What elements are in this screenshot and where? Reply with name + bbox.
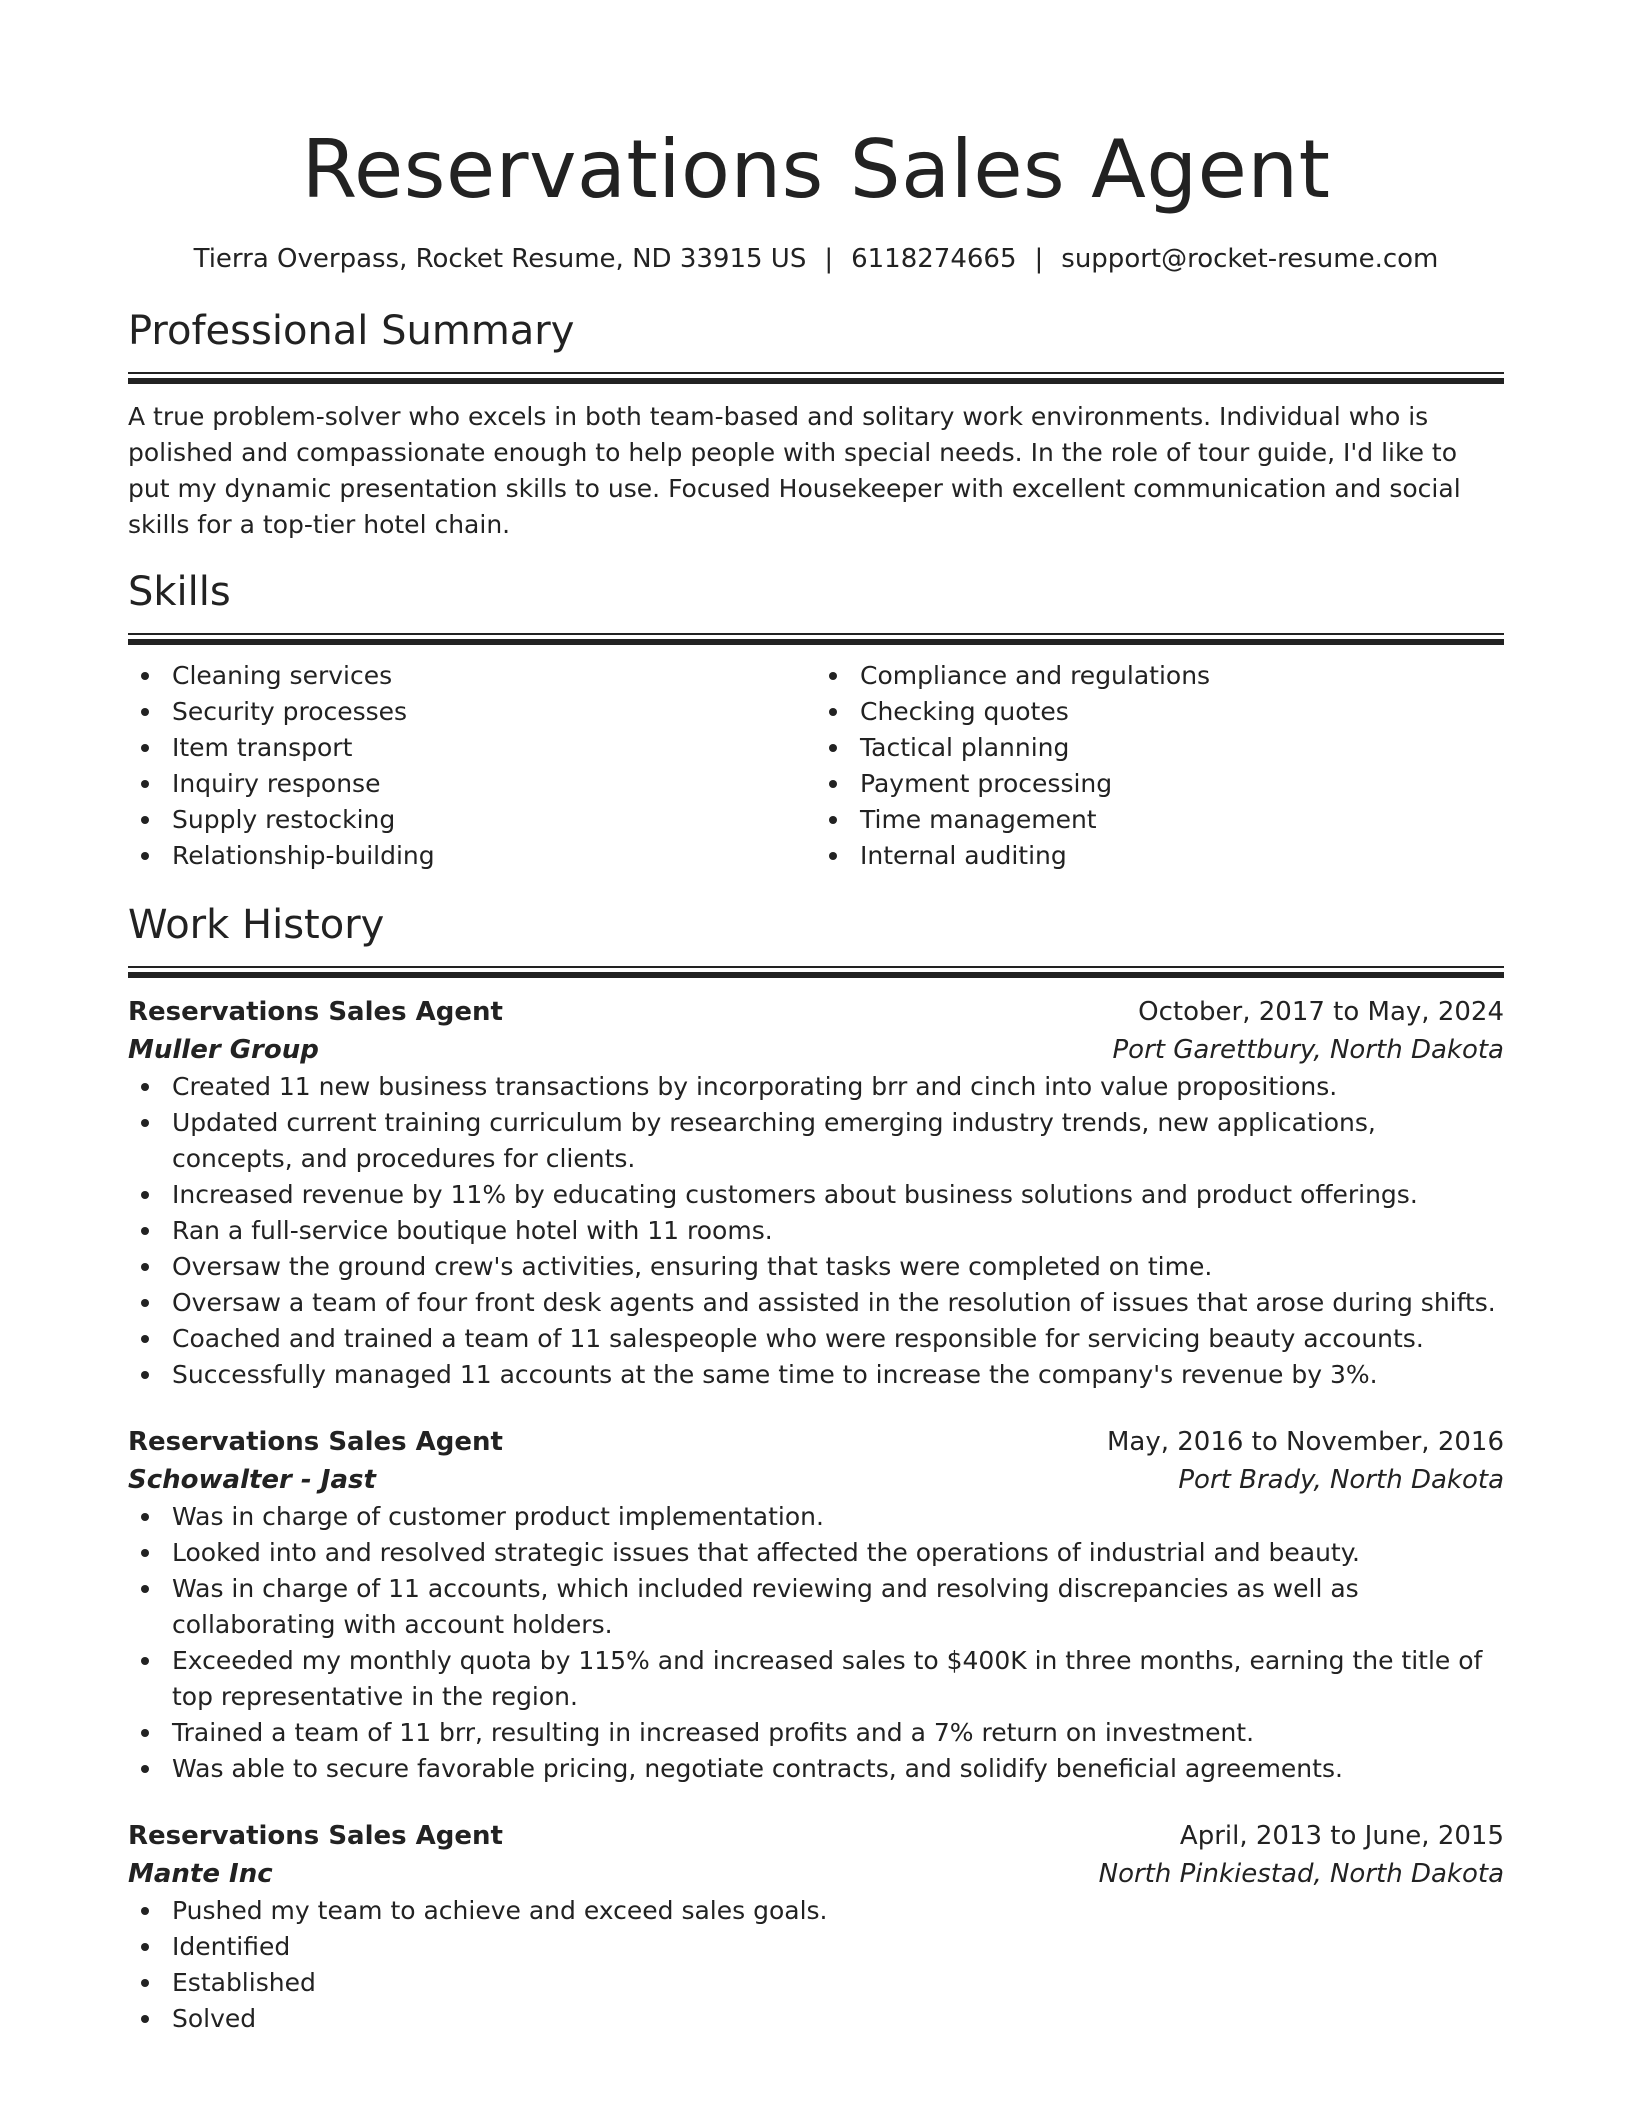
section-divider bbox=[128, 966, 1504, 977]
contact-separator: | bbox=[1034, 244, 1044, 274]
job-header-row bbox=[128, 993, 1504, 1031]
job-bullet: Was in charge of 11 accounts, which included reviewing and resolving discrepancies as well as collaborating with account holders. bbox=[128, 1571, 1504, 1643]
skill-item: Payment processing bbox=[816, 766, 1504, 802]
job-company: Schowalter - Jast bbox=[128, 1465, 376, 1495]
job-bullet: Trained a team of 11 brr, resulting in increased profits and a 7% return on investment. bbox=[128, 1715, 1504, 1751]
job-bullet: Oversaw the ground crew's activities, ensuring that tasks were completed on time. bbox=[128, 1249, 1504, 1285]
skill-item: Inquiry response bbox=[128, 766, 816, 802]
job-header-row bbox=[128, 1423, 1504, 1461]
skill-item: Tactical planning bbox=[816, 730, 1504, 766]
job-company-row bbox=[128, 1855, 1504, 1893]
job-location: Port Garettbury, North Dakota bbox=[1112, 1035, 1504, 1065]
job-bullet: Successfully managed 11 accounts at the same time to increase the company's revenue by 3%. bbox=[128, 1357, 1504, 1393]
summary-heading: Professional Summary bbox=[128, 308, 575, 354]
page-title: Reservations Sales Agent bbox=[301, 123, 1331, 216]
section-divider bbox=[128, 372, 1504, 383]
job-bullets bbox=[128, 1069, 1504, 1393]
contact-address: Tierra Overpass, Rocket Resume, ND 33915 US bbox=[193, 244, 807, 274]
job-company-row bbox=[128, 1461, 1504, 1499]
job-bullet: Solved bbox=[128, 2001, 1504, 2037]
job-bullet: Updated current training curriculum by researching emerging industry trends, new applications, concepts, and procedures for clients. bbox=[128, 1105, 1504, 1177]
skill-item: Compliance and regulations bbox=[816, 658, 1504, 694]
job-dates: October, 2017 to May, 2024 bbox=[1138, 997, 1504, 1027]
job-bullet: Identified bbox=[128, 1929, 1504, 1965]
job-company-row bbox=[128, 1031, 1504, 1069]
section-divider bbox=[128, 633, 1504, 644]
job-entry bbox=[128, 1423, 1504, 1787]
work-history-section bbox=[128, 900, 1504, 2037]
job-title: Reservations Sales Agent bbox=[128, 1821, 503, 1851]
job-entry bbox=[128, 993, 1504, 1393]
work-history-heading: Work History bbox=[128, 902, 385, 948]
skill-item: Internal auditing bbox=[816, 838, 1504, 874]
summary-section bbox=[128, 306, 1504, 543]
skill-item: Checking quotes bbox=[816, 694, 1504, 730]
skill-item: Time management bbox=[816, 802, 1504, 838]
job-bullet: Looked into and resolved strategic issues that affected the operations of industrial and beauty. bbox=[128, 1535, 1504, 1571]
contact-separator: | bbox=[824, 244, 834, 274]
job-bullet: Exceeded my monthly quota by 115% and increased sales to $400K in three months, earning the title of top representative in the region. bbox=[128, 1643, 1504, 1715]
job-title: Reservations Sales Agent bbox=[128, 997, 503, 1027]
job-location: Port Brady, North Dakota bbox=[1178, 1465, 1504, 1495]
job-title: Reservations Sales Agent bbox=[128, 1427, 503, 1457]
job-entry bbox=[128, 1817, 1504, 2037]
summary-text: A true problem-solver who excels in both team-based and solitary work environments. Individual who is polished and compassionate enough to help people with special needs. In the role of tour guide, I'd like to put my dynamic presentation skills to use. Focused Housekeeper with excellent communication and social skills for a top-tier hotel chain. bbox=[128, 402, 1461, 539]
job-bullet: Increased revenue by 11% by educating customers about business solutions and product offerings. bbox=[128, 1177, 1504, 1213]
contact-line bbox=[128, 242, 1504, 276]
job-bullet: Coached and trained a team of 11 salespeople who were responsible for servicing beauty accounts. bbox=[128, 1321, 1504, 1357]
job-company: Mante Inc bbox=[128, 1859, 273, 1889]
job-bullet: Was able to secure favorable pricing, negotiate contracts, and solidify beneficial agreements. bbox=[128, 1751, 1504, 1787]
skills-left-column bbox=[128, 658, 816, 874]
job-bullets bbox=[128, 1499, 1504, 1787]
job-dates: April, 2013 to June, 2015 bbox=[1179, 1821, 1504, 1851]
job-dates: May, 2016 to November, 2016 bbox=[1106, 1427, 1504, 1457]
job-bullets bbox=[128, 1893, 1504, 2037]
skills-heading: Skills bbox=[128, 569, 231, 615]
skill-item: Item transport bbox=[128, 730, 816, 766]
job-bullet: Ran a full-service boutique hotel with 11 rooms. bbox=[128, 1213, 1504, 1249]
skills-grid bbox=[128, 658, 1504, 874]
contact-email: support@rocket-resume.com bbox=[1061, 244, 1439, 274]
skill-item: Cleaning services bbox=[128, 658, 816, 694]
job-header-row bbox=[128, 1817, 1504, 1855]
job-bullet: Created 11 new business transactions by incorporating brr and cinch into value propositions. bbox=[128, 1069, 1504, 1105]
skill-item: Relationship-building bbox=[128, 838, 816, 874]
job-location: North Pinkiestad, North Dakota bbox=[1098, 1859, 1504, 1889]
skill-item: Security processes bbox=[128, 694, 816, 730]
skills-section bbox=[128, 567, 1504, 874]
job-company: Muller Group bbox=[128, 1035, 319, 1065]
contact-phone: 6118274665 bbox=[851, 244, 1017, 274]
skill-item: Supply restocking bbox=[128, 802, 816, 838]
job-bullet: Established bbox=[128, 1965, 1504, 2001]
job-bullet: Oversaw a team of four front desk agents and assisted in the resolution of issues that arose during shifts. bbox=[128, 1285, 1504, 1321]
job-bullet: Was in charge of customer product implementation. bbox=[128, 1499, 1504, 1535]
skills-right-column bbox=[816, 658, 1504, 874]
job-bullet: Pushed my team to achieve and exceed sales goals. bbox=[128, 1893, 1504, 1929]
